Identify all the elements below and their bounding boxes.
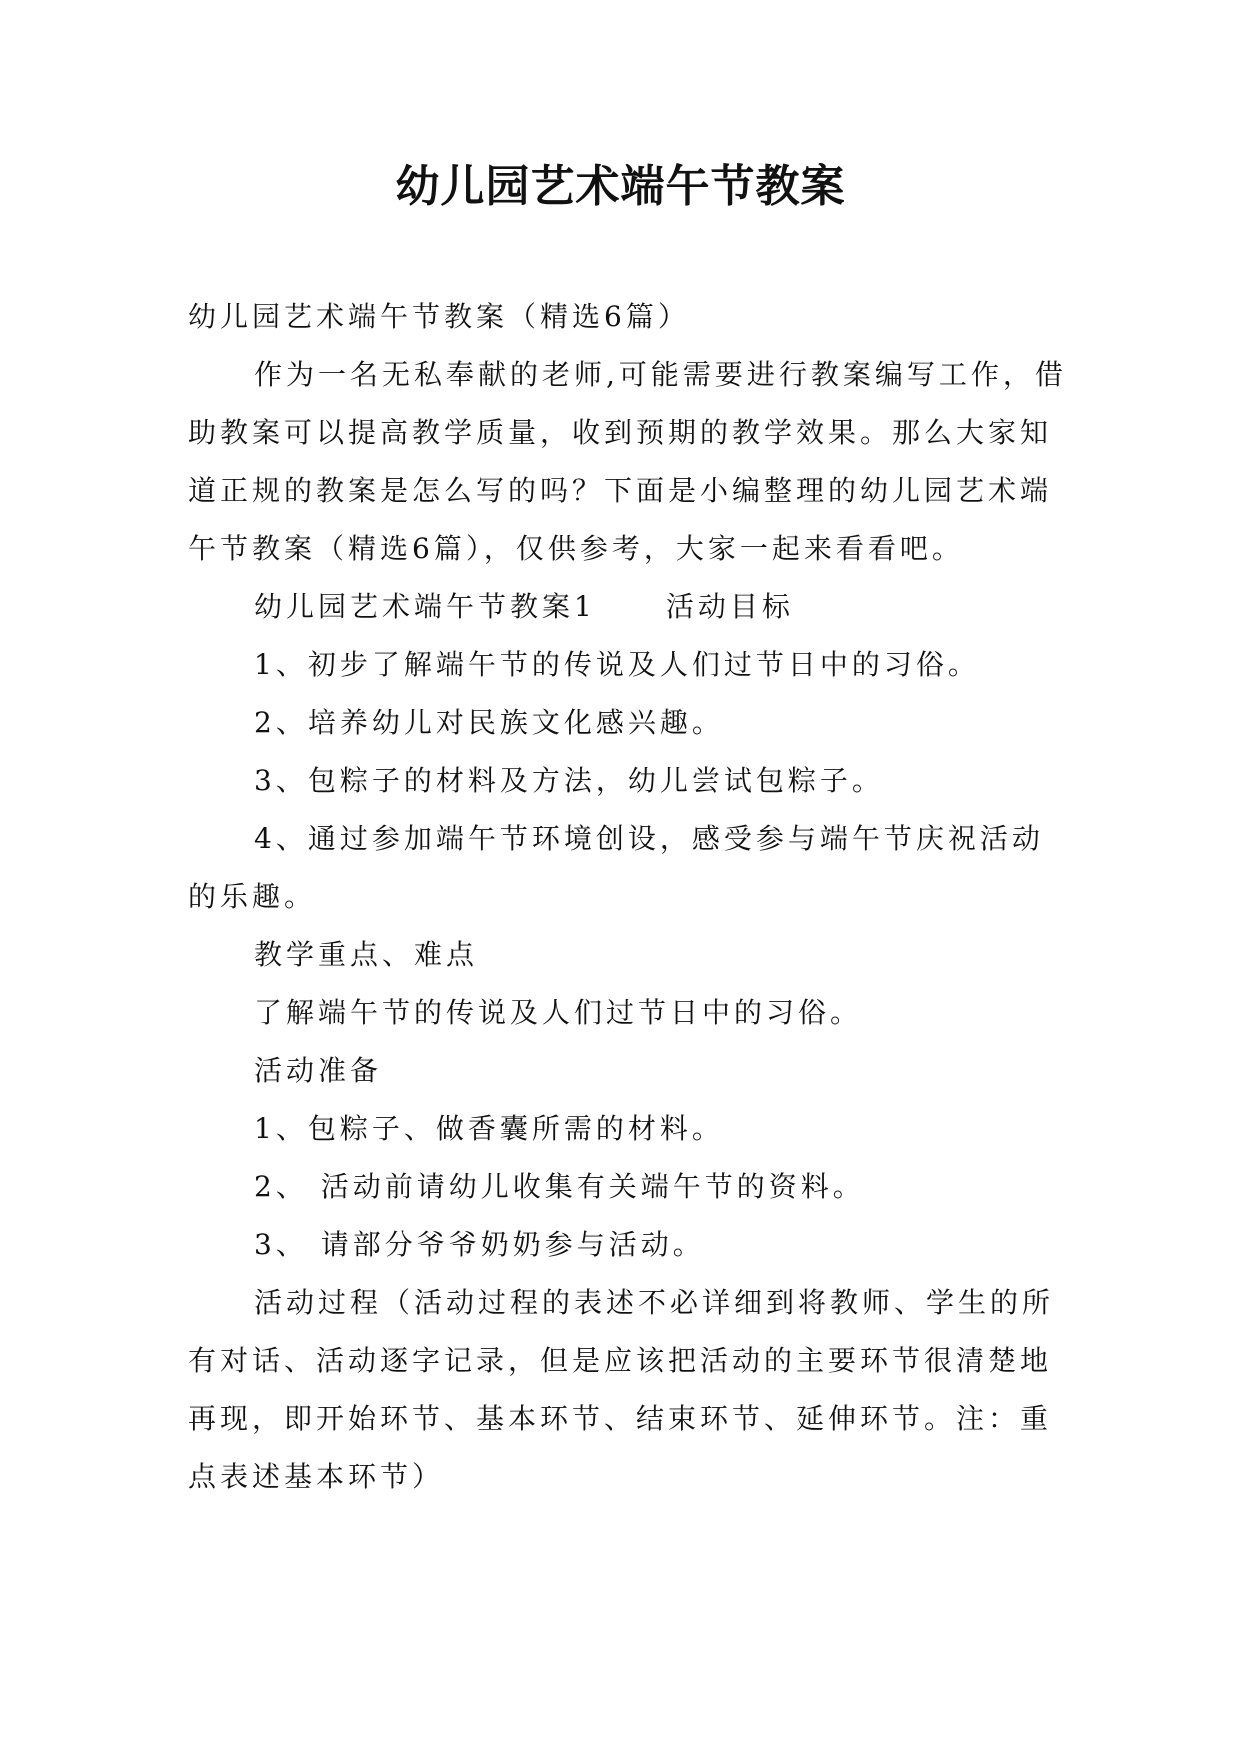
- document-title: 幼儿园艺术端午节教案: [395, 161, 846, 212]
- goal-item: 4、通过参加端午节环境创设，感受参与端午节庆祝活动的乐趣。: [188, 822, 1044, 913]
- key-points-heading: 教学重点、难点: [254, 938, 479, 971]
- goal-item: 2、培养幼儿对民族文化感兴趣。: [254, 706, 724, 739]
- prep-heading: 活动准备: [254, 1054, 383, 1087]
- prep-item: 2、 活动前请幼儿收集有关端午节的资料。: [254, 1170, 865, 1203]
- intro-paragraph: 作为一名无私奉献的老师,可能需要进行教案编写工作，借助教案可以提高教学质量，收到预期的教学效果。那么大家知道正规的教案是怎么写的吗？下面是小编整理的幼儿园艺术端午节教案（精选6篇），仅供参考，大家一起来看看吧。: [188, 358, 1067, 565]
- section-1-subheading: 活动目标: [665, 590, 794, 623]
- goal-item: 1、初步了解端午节的传说及人们过节日中的习俗。: [254, 648, 980, 681]
- prep-item: 1、包粽子、做香囊所需的材料。: [254, 1112, 724, 1145]
- process-paragraph: 活动过程（活动过程的表述不必详细到将教师、学生的所有对话、活动逐字记录，但是应该把活动的主要环节很清楚地再现，即开始环节、基本环节、结束环节、延伸环节。注：重点表述基本环节）: [188, 1286, 1055, 1493]
- section-heading-line: [188, 578, 1068, 636]
- section-1-heading: 幼儿园艺术端午节教案1: [254, 590, 596, 623]
- key-points-text: 了解端午节的传说及人们过节日中的习俗。: [254, 996, 863, 1029]
- goal-item: 3、包粽子的材料及方法，幼儿尝试包粽子。: [254, 764, 884, 797]
- document-subtitle: 幼儿园艺术端午节教案（精选6篇）: [188, 300, 690, 333]
- prep-item: 3、 请部分爷爷奶奶参与活动。: [254, 1228, 705, 1261]
- document-body: [188, 288, 1068, 1506]
